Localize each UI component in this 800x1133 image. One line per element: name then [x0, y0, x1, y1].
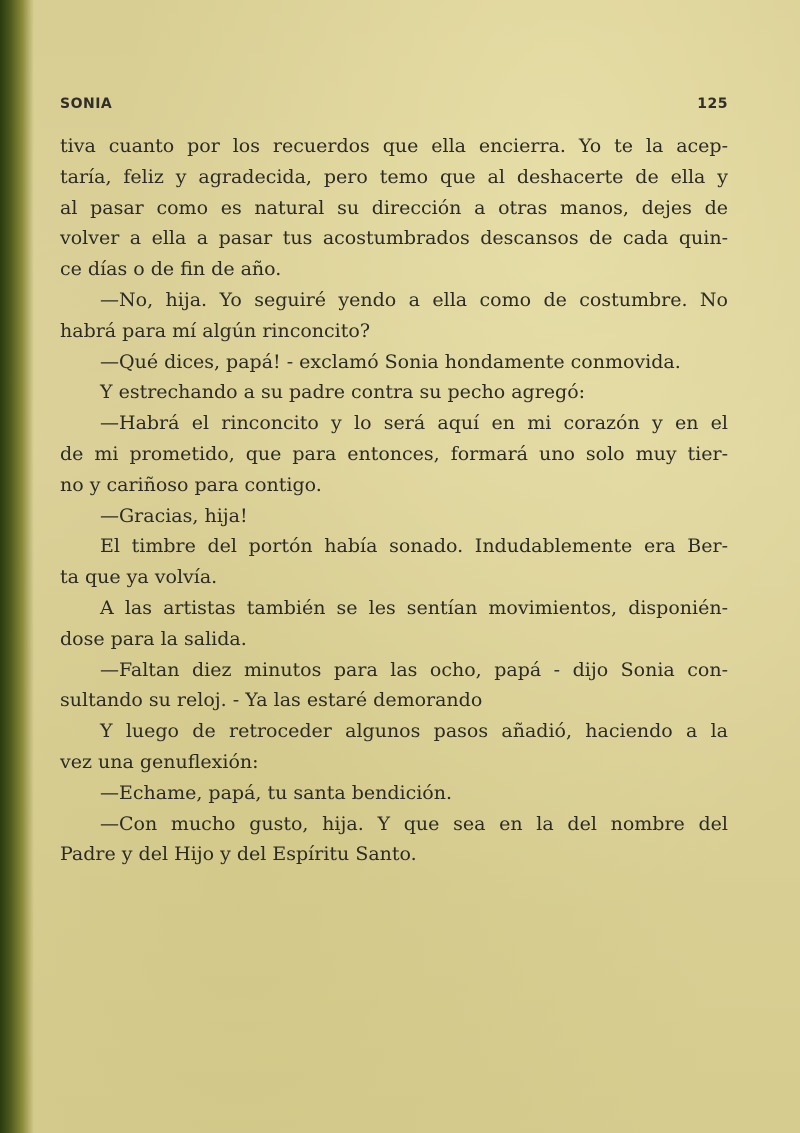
- paragraph: [60, 716, 728, 778]
- text-line: de mi prometido, que para entonces, formará uno solo muy tier-: [60, 442, 728, 465]
- paragraph: [60, 531, 728, 593]
- text-line: ta que ya volvía.: [60, 566, 218, 589]
- text-line: Y estrechando a su padre contra su pecho agregó:: [100, 381, 586, 404]
- text-line: —Qué dices, papá! - exclamó Sonia hondamente conmovida.: [100, 350, 681, 373]
- text-line: El timbre del portón había sonado. Indudablemente era Ber-: [100, 535, 728, 558]
- running-head: SONIA: [60, 96, 113, 112]
- paragraph: [60, 809, 728, 871]
- text-line: taría, feliz y agradecida, pero temo que al deshacerte de ella y: [60, 165, 728, 188]
- paragraph: [60, 131, 728, 285]
- paragraph: [60, 408, 728, 500]
- text-line: Y luego de retroceder algunos pasos añadió, haciendo a la: [100, 720, 728, 743]
- text-line: al pasar como es natural su dirección a otras manos, dejes de: [60, 196, 728, 219]
- text-line: no y cariñoso para contigo.: [60, 473, 322, 496]
- text-line: —No, hija. Yo seguiré yendo a ella como de costumbre. No: [100, 288, 728, 311]
- text-line: Padre y del Hijo y del Espíritu Santo.: [60, 843, 417, 866]
- text-line: ce días o de fin de año.: [60, 258, 282, 281]
- text-line: —Faltan diez minutos para las ocho, papá - dijo Sonia con-: [100, 658, 728, 681]
- text-line: dose para la salida.: [60, 627, 247, 650]
- text-line: sultando su reloj. - Ya las estaré demorando: [60, 689, 483, 712]
- paragraph: [60, 778, 728, 809]
- text-line: volver a ella a pasar tus acostumbrados descansos de cada quin-: [60, 227, 728, 250]
- text-line: —Echame, papá, tu santa bendición.: [100, 781, 453, 804]
- page-number: 125: [697, 96, 728, 112]
- text-line: tiva cuanto por los recuerdos que ella encierra. Yo te la acep-: [60, 135, 728, 157]
- page-header: [60, 96, 728, 116]
- text-line: —Habrá el rinconcito y lo será aquí en mi corazón y en el: [100, 412, 728, 435]
- text-line: —Gracias, hija!: [100, 504, 248, 527]
- paragraph: [60, 655, 728, 717]
- paragraph: [60, 285, 728, 347]
- text-line: vez una genuflexión:: [60, 750, 259, 773]
- paragraph: [60, 501, 728, 532]
- text-line: habrá para mí algún rinconcito?: [60, 319, 371, 342]
- paragraph: [60, 347, 728, 378]
- text-line: A las artistas también se les sentían movimientos, disponién-: [100, 596, 728, 619]
- paragraph: [60, 377, 728, 408]
- text-line: —Con mucho gusto, hija. Y que sea en la del nombre del: [100, 812, 728, 835]
- body-text: [60, 131, 728, 870]
- paragraph: [60, 593, 728, 655]
